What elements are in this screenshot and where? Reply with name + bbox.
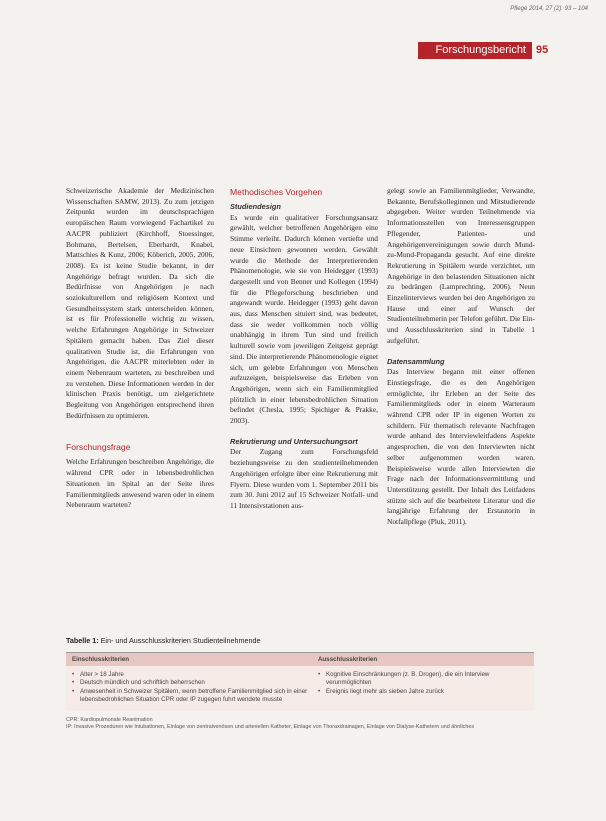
- running-head: Pflege 2014, 27 (2): 93 – 104: [510, 6, 588, 12]
- body-paragraph: Schweizerische Akademie der Medizinischen Wissenschaften SAMW, 2013). Zu zum jetzigen Zeitpunkt wurden im deutschsprachigen europäischen Raum vorwiegend Fachartikel zu AACPR publiziert (Kirchhoff, Stoessinger, Bohmann, Bertelsen, Eberhardt, Knabel, Mattschies & Kunz, 2006; Köberich, 2005, 2006, 2008). Es ist keine Studie bekannt, in der Angehörige befragt wurden. Da sich die Bedürfnisse von Angehörigen je nach soziokulturellem und religiösem Kontext und Gesundheitssystem stark unterscheiden können, ist es für Professionelle wichtig zu wissen, welche Erfahrungen Angehörige in Schweizer Spitälern gemacht haben. Das Ziel dieser qualitativen Studie ist, die Erfahrungen von Angehörigen, die AACPR miterlebten oder in einem Nebenraum warteten, zu beschreiben und zu verstehen. Diese Informationen werden in der klinischen Praxis benötigt, um zielgerichtete Begleitung von Angehörigen entsprechend ihren Bedürfnissen zu optimieren.: [66, 186, 214, 420]
- table-box: [66, 652, 534, 711]
- table-caption-label: Tabelle 1:: [66, 636, 99, 645]
- table-header-row: [66, 653, 534, 666]
- table-note: IP: Invasive Prozeduren wie Intubationen, Einlage von zentralvenösen und arteriellen Katheter, Einlage von Thoraxdrainagen, Einlage von Dialyse-Kathetern und ähnliches: [66, 724, 475, 731]
- header-inclusion: Einschlusskriterien: [72, 656, 130, 663]
- heading-method: Methodisches Vorgehen: [230, 187, 323, 197]
- list-item: • Kognitive Einschränkungen (z. B. Drogen), die ein Interview verunmöglichten: [318, 671, 534, 688]
- list-item: • Deutsch mündlich und schriftlich beherrschen: [72, 679, 312, 687]
- table-notes: [66, 717, 534, 732]
- exclusion-list: [318, 671, 534, 696]
- table-note: CPR: Kardiopulmonale Reanimation: [66, 716, 153, 723]
- page-number: 95: [536, 44, 549, 56]
- subheading-study-design: Studiendesign: [230, 202, 281, 211]
- subheading-recruitment: Rekrutierung und Untersuchungsort: [230, 436, 358, 446]
- table-caption-text: Ein- und Ausschlusskriterien Studienteilnehmende: [98, 636, 261, 645]
- body-paragraph: Der Zugang zum Forschungsfeld beziehungsweise zu den studienteilnehmenden Angehörigen erfolgte über eine Rekrutierung mit Flyern. Diese wurden vom 1. September 2011 bis zum 30. Juni 2012 auf 15 Schweizer Notfall- und 11 Intensivstationen aus-: [230, 447, 378, 510]
- body-paragraph: Welche Erfahrungen beschreiben Angehörige, die während CPR oder in lebensbedrohlichen Situationen im Spital an der Seite ihres Familienmitglieds anwesend waren oder in einem Nebenraum warteten?: [66, 457, 214, 510]
- inclusion-list: [72, 671, 312, 705]
- list-item: • Alter > 18 Jahre: [72, 671, 312, 679]
- column-3: [387, 186, 535, 528]
- list-item: • Anwesenheit in Schweizer Spitälern, wenn betroffene Familienmitglied sich in einer lebensbedrohlichen Situation CPR oder IP zugegen fuhrt wendete musste: [72, 688, 312, 705]
- body-paragraph: Es wurde ein qualitativer Forschungsansatz gewählt, welcher betroffenen Angehörigen eine Stimme verleiht. Dadurch können vertiefte und neue Einsichten gewonnen werden. Gewählt wurde die Methode der Interpretierenden Phänomenologie, wie sie von Heidegger (1993) dargestellt und von Benner und Kollegen (1994) für die Pflegeforschung beschrieben und angewandt wurde. Heidegger (1993) geht davon aus, dass Menschen situiert sind, was bedeutet, dass sie weder vollkommen noch völlig unabhängig in ihrem Tun sind und freilich kulturell sowie vom jeweiligen Zeitgeist geprägt sind. Die interpretierende Phänomenologie eignet sich, um gelebte Erfahrungen von Menschen aufzuzeigen, beispielsweise das Erleben von Angehörigen, wenn sich ein Familienmitglied plötzlich in einer lebensbedrohlichen Situation befindet (Chesla, 1995; Spichiger & Prakke, 2003).: [230, 212, 378, 426]
- table-1: [66, 636, 534, 731]
- subheading-data-collection: Datensammlung: [387, 356, 445, 366]
- list-item: • Ereignis liegt mehr als sieben Jahre zurück: [318, 688, 534, 696]
- column-2: [230, 186, 378, 512]
- table-caption: [66, 636, 534, 646]
- section-banner: Forschungsbericht: [418, 42, 532, 59]
- table-body-row: [66, 666, 534, 711]
- body-paragraph: gelegt sowie an Familienmitglieder, Verwandte, Bekannte, Berufskolleginnen und Mitstudierende abgegeben. Weiter wurden Teilnehmende via Informationsstellen von Interessensgruppen Pflegender, Patienten- und Angehörigenvereinigungen sowie durch Mund-zu-Mund-Propaganda gesucht. Auf eine direkte Rekrutierung in Spitälern wurde verzichtet, um Angehörige in den belastenden Situationen nicht zu bedrängen (Lamprechting, 2006). Neun Einzelinterviews wurden bei den Angehörigen zu Hause und einer auf Wunsch der Studienteilnehmerin per Telefon geführt. Die Ein- und Ausschlusskriterien sind in Tabelle 1 aufgeführt.: [387, 186, 535, 345]
- body-paragraph: Das Interview begann mit einer offenen Einstiegsfrage, die es den Angehörigen ermöglichte, ihr Erleben an der Seite des Familienmitglieds oder in einem Warteraum während CPR oder IP in eigenen Worten zu schildern. Für thematisch relevante Nachfragen wurde anhand des Interviewleitfadens Aspekte angesprochen, die von den Interviewten nicht selber aufgenommen worden waren. Beispielsweise wurde allen Interviewten die Frage nach der Informationsvermittlung und Unterstützung gestellt. Der Inhalt des Leitfadens stützte sich auf die bearbeitete Literatur und die langjährige Erfahrung der Erstautorin in Notfallpflege (Pluk, 2011).: [387, 367, 535, 527]
- heading-research-question: Forschungsfrage: [66, 442, 131, 453]
- header-exclusion: Ausschlusskriterien: [318, 656, 378, 663]
- column-1: [66, 186, 214, 511]
